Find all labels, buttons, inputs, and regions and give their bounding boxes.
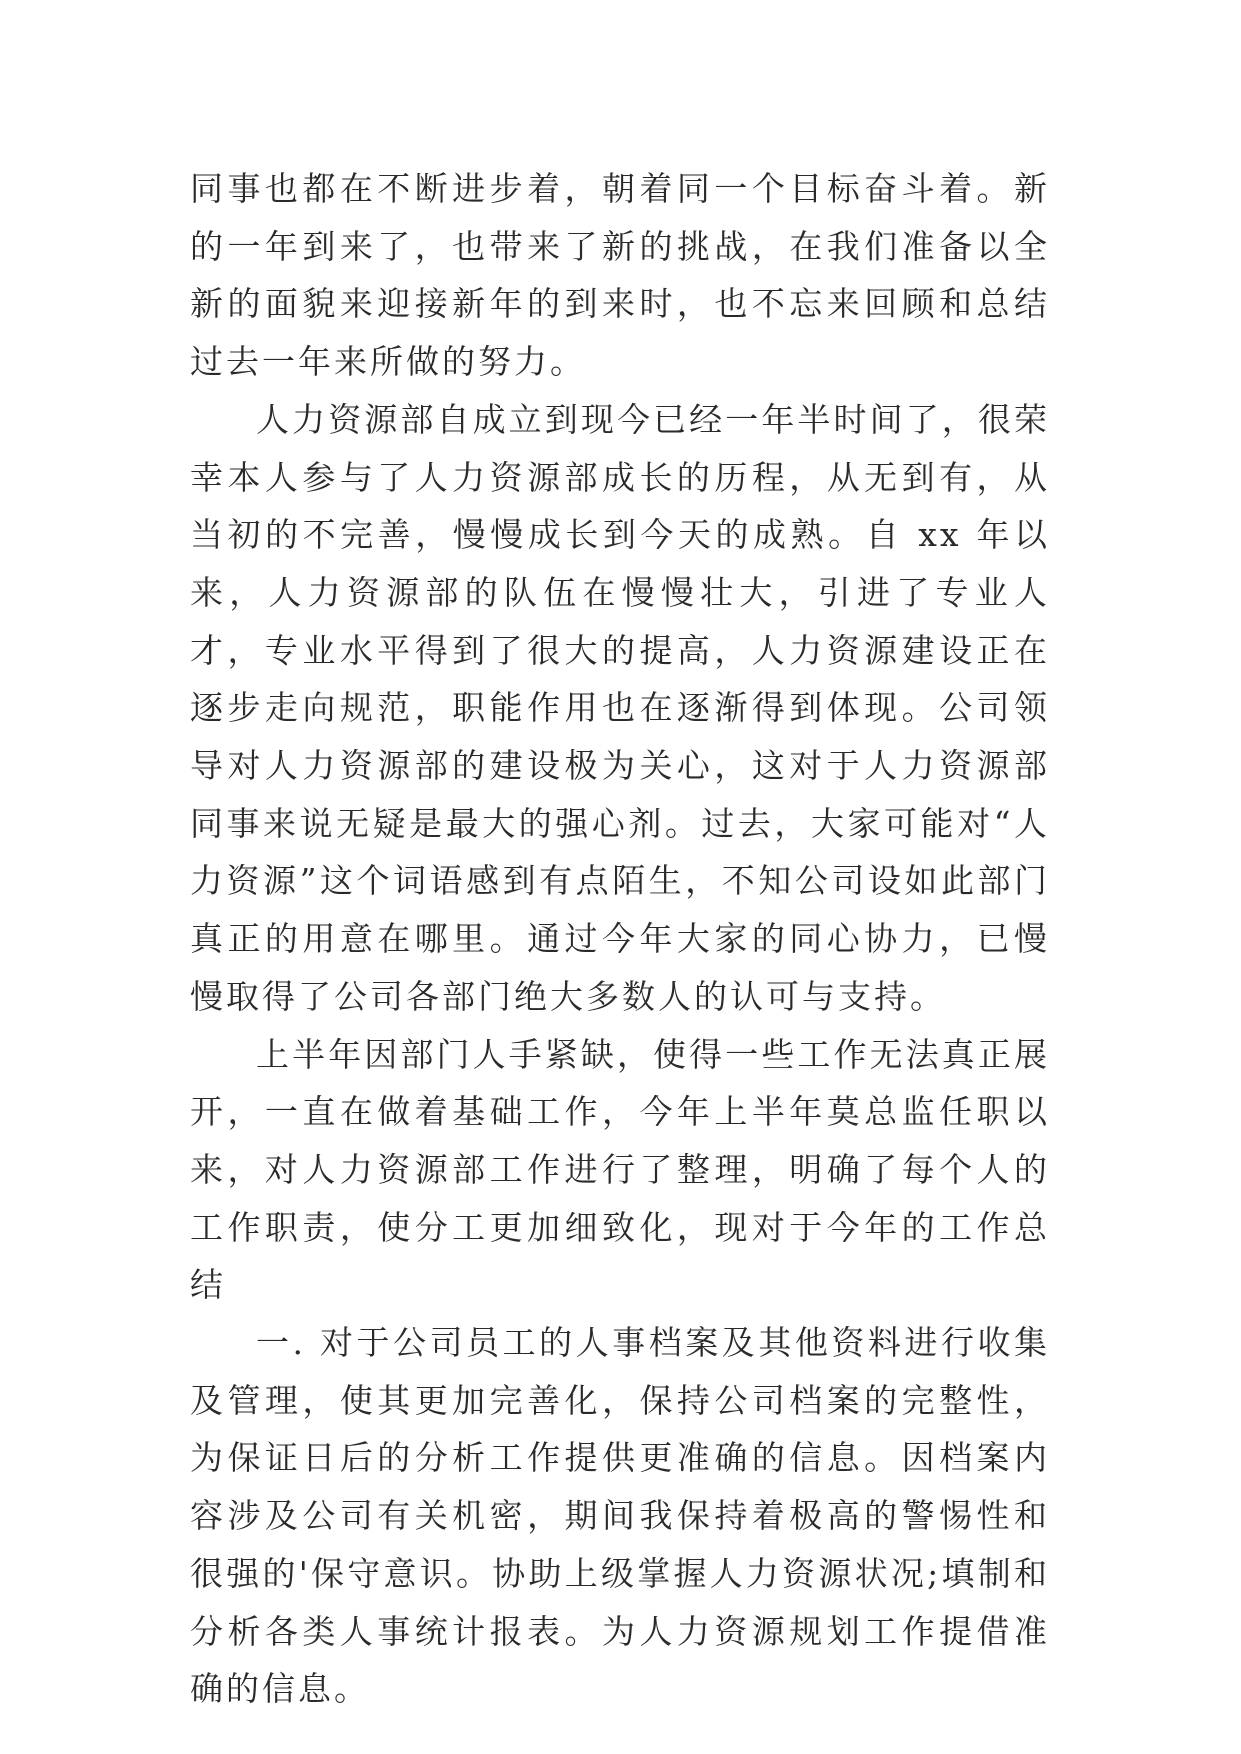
paragraph-department-history: 人力资源部自成立到现今已经一年半时间了，很荣幸本人参与了人力资源部成长的历程，从无到有，从当初的不完善，慢慢成长到今天的成熟。自 xx 年以来，人力资源部的队伍在慢慢壮大，引进了专业人才，专业水平得到了很大的提高，人力资源建设正在逐步走向规范，职能作用也在逐渐得到体现。公司领导对人力资源部的建设极为关心，这对于人力资源部同事来说无疑是最大的强心剂。过去，大家可能对“人力资源”这个词语感到有点陌生，不知公司设如此部门真正的用意在哪里。通过今年大家的同心协力，已慢慢取得了公司各部门绝大多数人的认可与支持。	[190, 399, 1050, 1016]
paragraph-continuation: 同事也都在不断进步着，朝着同一个目标奋斗着。新的一年到来了，也带来了新的挑战，在我们准备以全新的面貌来迎接新年的到来时，也不忘来回顾和总结过去一年来所做的努力。	[190, 169, 1050, 382]
paragraph-item-one: 一. 对于公司员工的人事档案及其他资料进行收集及管理，使其更加完善化，保持公司档案的完整性，为保证日后的分析工作提供更准确的信息。因档案内容涉及公司有关机密，期间我保持着极高的警惕性和很强的'保守意识。协助上级掌握人力资源状况;填制和分析各类人事统计报表。为人力资源规划工作提借准确的信息。	[190, 1323, 1050, 1709]
document-body	[190, 160, 1050, 1718]
paragraph-first-half-year: 上半年因部门人手紧缺，使得一些工作无法真正展开，一直在做着基础工作，今年上半年莫总监任职以来，对人力资源部工作进行了整理，明确了每个人的工作职责，使分工更加细致化，现对于今年的工作总结	[190, 1034, 1050, 1305]
